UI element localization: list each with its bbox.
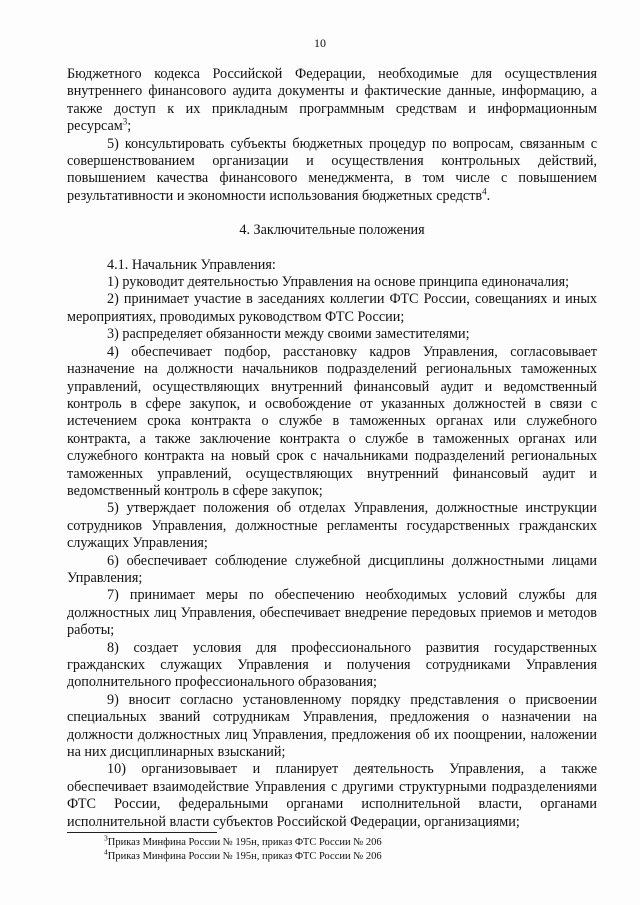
list-item: 5) утверждает положения об отделах Управления, должностные инструкции сотрудников Управления, должностные регламенты государственных гражданских служащих Управления; (67, 500, 597, 552)
list-item: 10) организовывает и планирует деятельность Управления, а также обеспечивает взаимодействие Управления с другими структурными подразделениями ФТС России, федеральными органами исполнительной власти, органами исполнительной власти субъектов Российской Федерации, организациями; (67, 761, 597, 830)
document-body (67, 66, 597, 831)
footnote (104, 847, 584, 864)
section-heading: 4. Заключительные положения (239, 222, 425, 239)
list-item: 7) принимает меры по обеспечению необходимых условий службы для должностных лиц Управления, обеспечивает внедрение передовых приемов и методов работы; (67, 587, 597, 639)
paragraph-text: Бюджетного кодекса Российской Федерации, необходимые для осуществления внутреннего финансового аудита документы и фактические данные, информацию, а также доступ к их прикладным программным средствам и информационным ресурсам (67, 66, 597, 135)
paragraph-item-5 (67, 136, 597, 206)
punctuation: . (486, 187, 491, 204)
paragraph-text: 5) консультировать субъекты бюджетных процедур по вопросам, связанным с совершенствованием организации и осуществления контрольных действий, повышением качества финансового менеджмента, в том числе с повышением результативности и экономности использования бюджетных средств (67, 135, 597, 204)
list-item: 6) обеспечивает соблюдение служебной дисциплины должностными лицами Управления; (67, 552, 597, 586)
footnote (104, 833, 584, 850)
page-number: 10 (314, 36, 326, 50)
footnote-text: Приказ Минфина России № 195н, приказ ФТС России № 206 (107, 837, 382, 848)
footnote-number: 3 (104, 833, 108, 843)
list-item: 3) распределяет обязанности между своими заместителями; (107, 326, 470, 343)
list-item: 1) руководит деятельностью Управления на основе принципа единоначалия; (107, 274, 570, 291)
footnote-divider (67, 832, 217, 833)
subsection-heading: 4.1. Начальник Управления: (107, 256, 276, 273)
footnote-ref: 4 (482, 186, 487, 197)
footnote-number: 4 (104, 847, 108, 856)
list-item: 4) обеспечивает подбор, расстановку кадров Управления, согласовывает назначение на должности начальников подразделений региональных таможенных управлений, осуществляющих внутренний финансовый аудит и ведомственный контроль в сфере закупок, и освобождение от указанных должностей в связи с истечением срока контракта о службе в таможенных органах или служебного контракта, а также заключение контракта о службе в таможенных органах или служебного контракта на новый срок с начальниками подразделений региональных таможенных управлений, осуществляющих внутренний финансовый аудит и ведомственный контроль в сфере закупок; (67, 343, 597, 499)
list-item: 8) создает условия для профессионального развития государственных гражданских служащих Управления и получения сотрудниками Управления дополнительного профессионального образования; (67, 639, 597, 691)
footnote-text: Приказ Минфина России № 195н, приказ ФТС России № 206 (107, 850, 382, 862)
list-item: 2) принимает участие в заседаниях коллегии ФТС России, совещаниях и иных мероприятиях, проводимых руководством ФТС России; (67, 291, 597, 325)
list-item: 9) вносит согласно установленному порядку представления о присвоении специальных званий сотрудникам Управления, предложения о назначении на должности должностных лиц Управления, предложения об их поощрении, наложении на них дисциплинарных взысканий; (67, 691, 597, 761)
punctuation: ; (127, 118, 132, 135)
footnote-ref: 3 (122, 116, 128, 127)
paragraph-continuation (67, 66, 597, 136)
footnotes (104, 833, 584, 863)
